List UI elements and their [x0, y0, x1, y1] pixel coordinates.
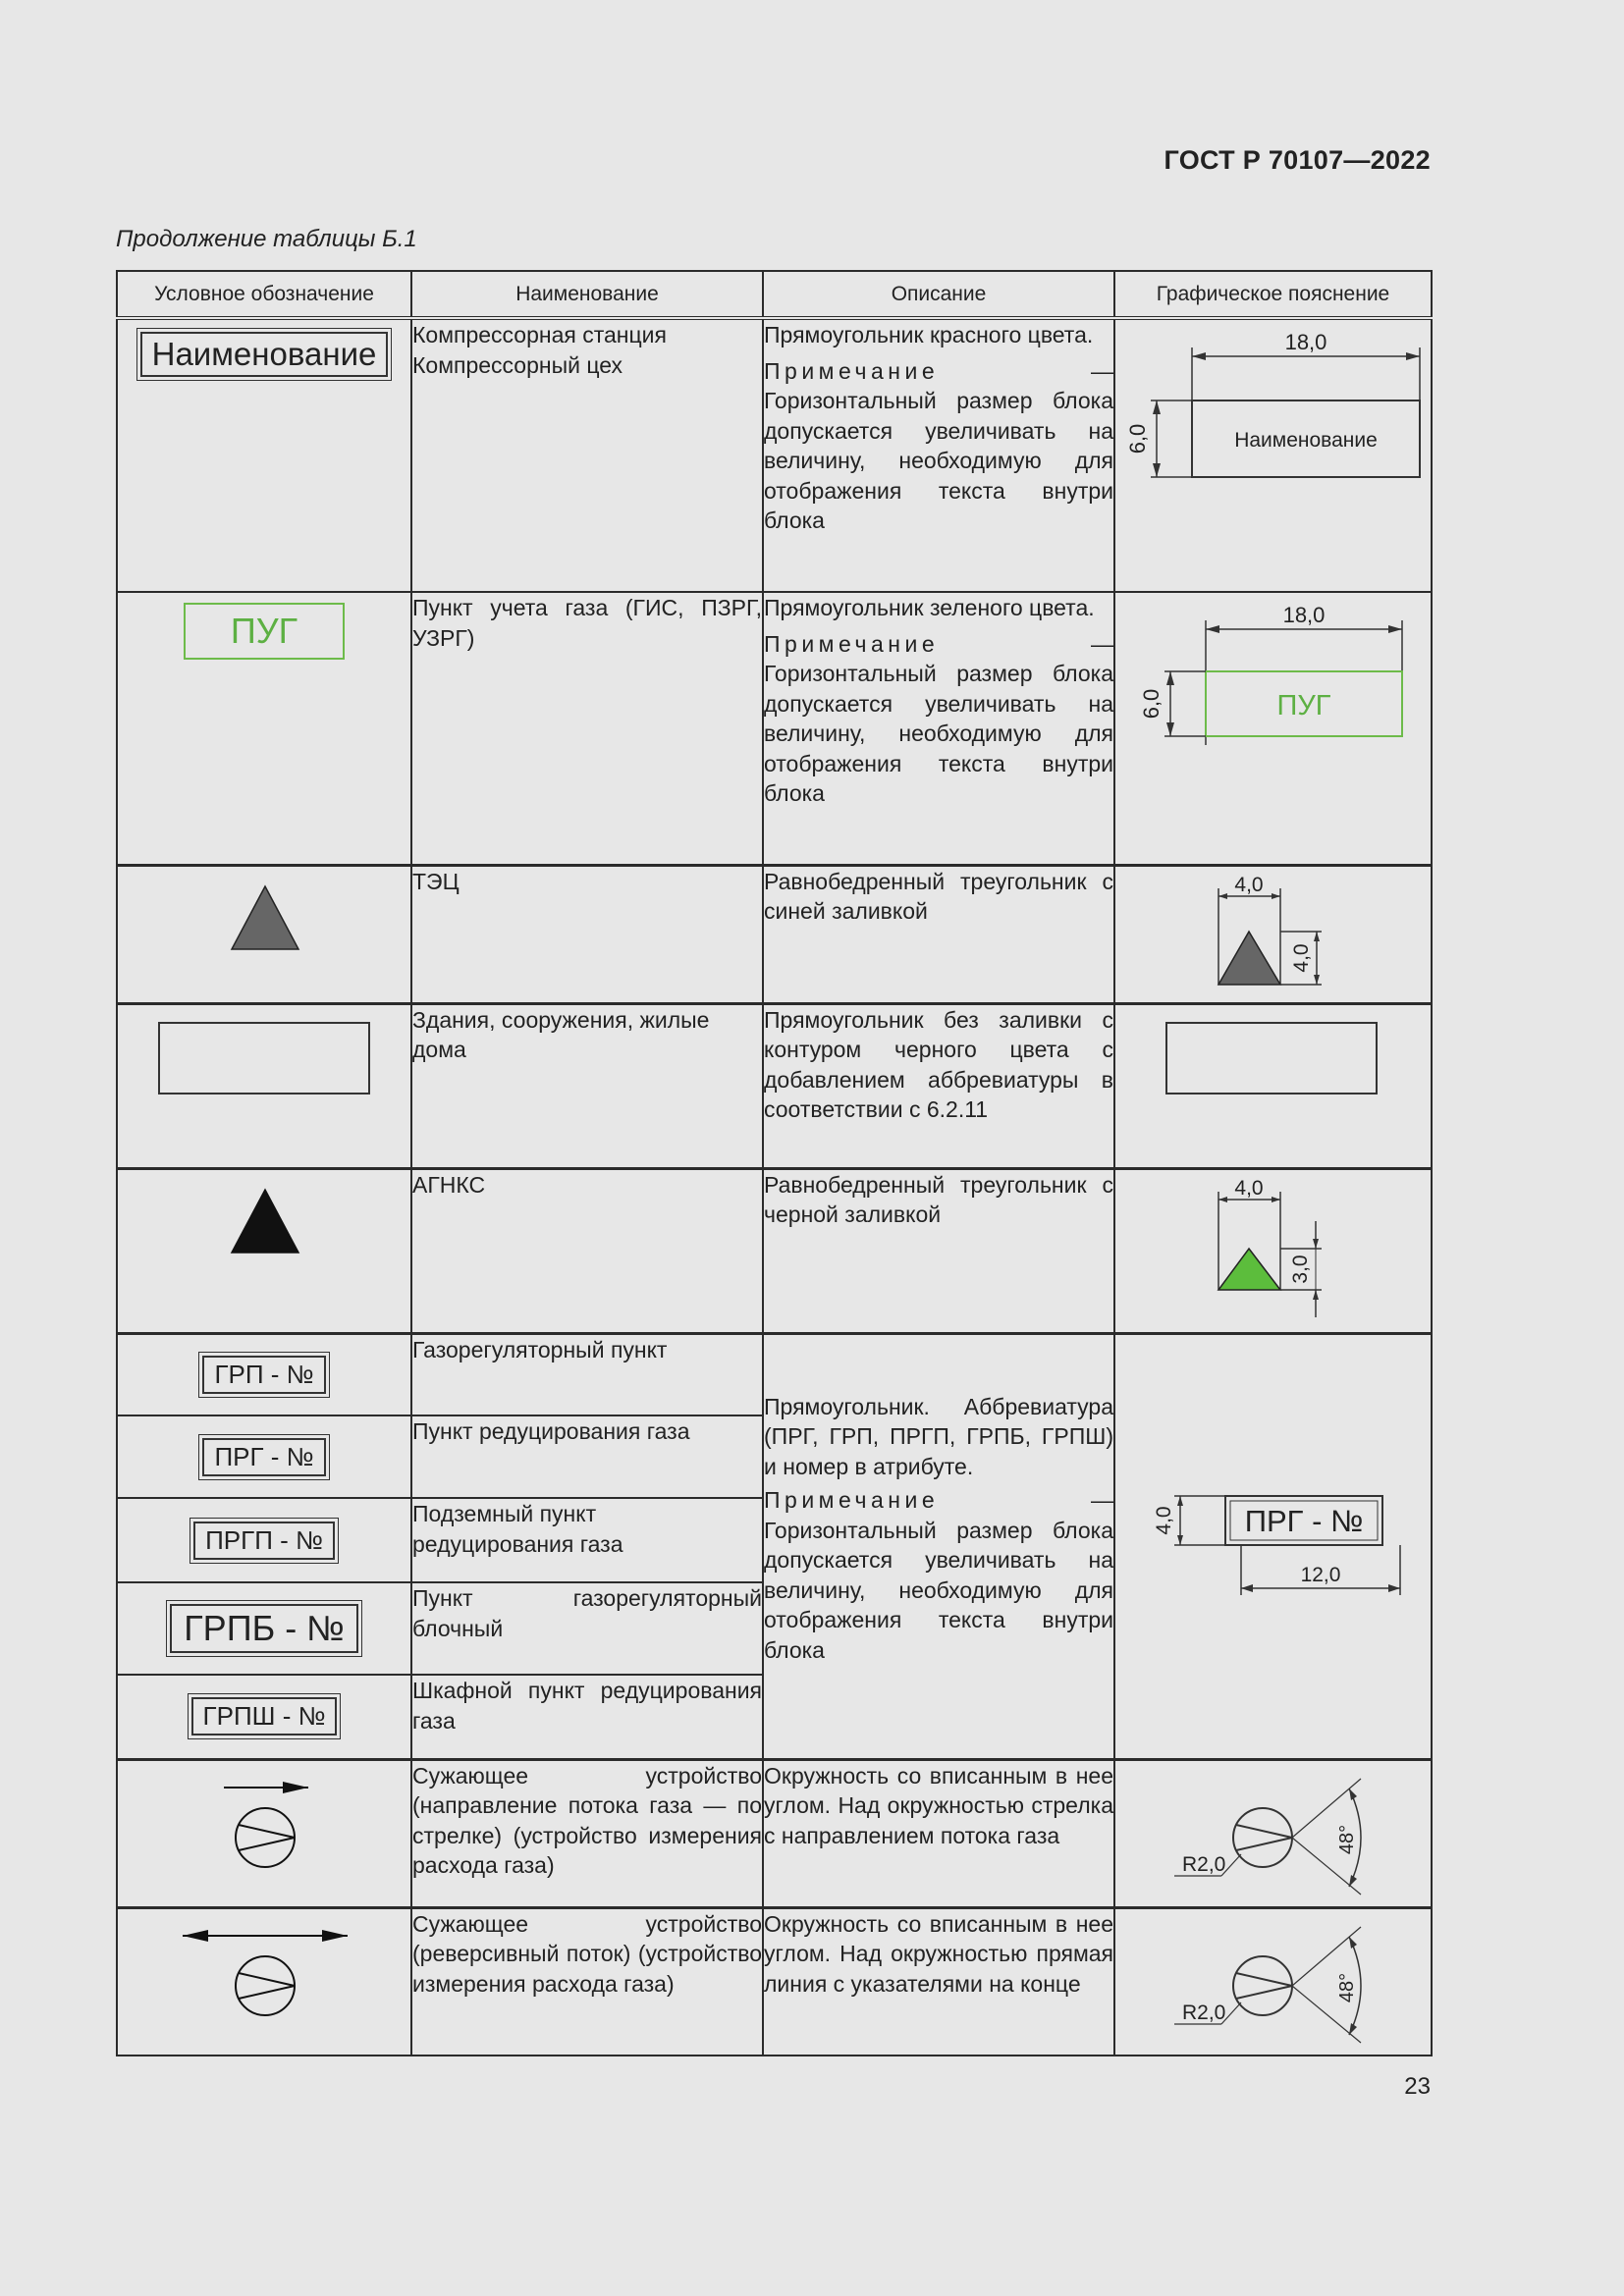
dim-height-label: 6,0 — [1125, 423, 1150, 454]
note-label: Примечание — [764, 1487, 940, 1513]
name-cell: Пункт редуцирования газа — [411, 1415, 763, 1498]
name-block-symbol: Наименование — [140, 332, 389, 377]
description-text: Прямоугольник красного цвета. — [764, 322, 1094, 347]
dim-height-label: 4,0 — [1153, 1506, 1175, 1535]
symbol-cell — [117, 1168, 411, 1333]
graphic-cell — [1114, 865, 1432, 1003]
dim-width-label: 4,0 — [1234, 873, 1264, 896]
note-label: Примечание — [764, 630, 940, 657]
name-cell: Газорегуляторный пункт — [411, 1333, 763, 1415]
flow-meter-arrow-symbol — [118, 1761, 412, 1906]
figure-text: Наименование — [1234, 429, 1378, 452]
col-header-graphic: Графическое пояснение — [1114, 271, 1432, 318]
reverse-flow-meter-symbol — [118, 1909, 412, 2055]
table-row — [117, 1003, 1432, 1168]
dimension-drawing — [1115, 593, 1430, 765]
graphic-cell — [1114, 1759, 1432, 1907]
symbol-cell — [117, 1907, 411, 2056]
dim-width-label: 12,0 — [1300, 1564, 1341, 1586]
table-header-row — [117, 271, 1432, 318]
graphic-cell — [1114, 1003, 1432, 1168]
grpb-symbol: ГРПБ - № — [170, 1604, 358, 1653]
symbol-cell — [117, 1415, 411, 1498]
symbol-cell — [117, 1003, 411, 1168]
dimension-drawing — [1115, 1482, 1430, 1610]
description-text: Прямоугольник. Аббревиатура (ПРГ, ГРП, ПРГП, ГРПБ, ГРПШ) и номер в атрибуте. — [764, 1393, 1113, 1479]
table-row — [117, 592, 1432, 865]
symbol-cell — [117, 318, 411, 592]
symbol-cell — [117, 592, 411, 865]
note-label: Примечание — [764, 357, 940, 384]
dim-height-label: 3,0 — [1289, 1254, 1312, 1284]
standard-header: ГОСТ Р 70107—2022 — [1164, 145, 1431, 175]
page-number: 23 — [1404, 2073, 1431, 2100]
table-row — [117, 1168, 1432, 1333]
dimension-drawing — [1115, 1909, 1430, 2055]
name-cell: Сужающее устройство (реверсивный поток) (устройство измерения расхода газа) — [411, 1907, 763, 2056]
pug-block-symbol: ПУГ — [184, 603, 345, 660]
figure-text: ПУГ — [1276, 690, 1331, 721]
table-row — [117, 1333, 1432, 1415]
table-row — [117, 318, 1432, 592]
note-text: — Горизонтальный размер блока допускается увеличивать на величину, необходимую для отображения текста внутри блока — [764, 1487, 1113, 1663]
symbols-table — [116, 270, 1433, 2056]
symbol-cell — [117, 1675, 411, 1759]
table-row — [117, 1759, 1432, 1907]
description-cell: Окружность со вписанным в нее углом. Над окружностью прямая линия с указателями на конце — [763, 1907, 1114, 2056]
symbol-cell — [117, 1333, 411, 1415]
description-cell — [763, 1333, 1114, 1759]
table-caption: Продолжение таблицы Б.1 — [116, 226, 417, 252]
graphic-cell — [1114, 592, 1432, 865]
graphic-cell — [1114, 318, 1432, 592]
symbol-cell — [117, 865, 411, 1003]
description-cell: Прямоугольник без заливки с контуром черного цвета с добавлением аббревиатуры в соответствии с 6.2.11 — [763, 1003, 1114, 1168]
description-cell: Окружность со вписанным в нее углом. Над окружностью стрелка с направлением потока газа — [763, 1759, 1114, 1907]
angle-label: 48° — [1336, 1972, 1358, 2002]
radius-label: R2,0 — [1182, 1852, 1226, 1876]
dim-height-label: 4,0 — [1290, 942, 1313, 973]
graphic-cell — [1114, 1333, 1432, 1759]
gray-triangle-symbol — [118, 867, 412, 965]
name-cell: Сужающее устройство (направление потока газа — по стрелке) (устройство измерения расхода газа) — [411, 1759, 763, 1907]
empty-rectangle-figure — [1115, 1005, 1430, 1103]
symbol-cell — [117, 1498, 411, 1582]
table-row — [117, 1907, 1432, 2056]
name-cell: Пункт учета газа (ГИС, ПЗРГ, УЗРГ) — [411, 592, 763, 865]
symbol-cell — [117, 1759, 411, 1907]
angle-label: 48° — [1336, 1824, 1358, 1854]
prgp-symbol: ПРГП - № — [193, 1522, 335, 1560]
description-cell: Равнобедренный треугольник с черной заливкой — [763, 1168, 1114, 1333]
graphic-cell — [1114, 1168, 1432, 1333]
radius-label: R2,0 — [1182, 2001, 1226, 2024]
dim-width-label: 18,0 — [1282, 603, 1326, 627]
name-cell: Пункт газорегуляторный блочный — [411, 1582, 763, 1675]
graphic-cell — [1114, 1907, 1432, 2056]
description-cell — [763, 318, 1114, 592]
name-cell: ТЭЦ — [411, 865, 763, 1003]
table-row — [117, 865, 1432, 1003]
name-cell: Шкафной пункт редуцирования газа — [411, 1675, 763, 1759]
dim-height-label: 6,0 — [1139, 688, 1164, 720]
dimension-drawing — [1115, 1761, 1430, 1906]
description-text: Прямоугольник зеленого цвета. — [764, 595, 1095, 620]
description-cell: Равнобедренный треугольник с синей заливкой — [763, 865, 1114, 1003]
description-cell — [763, 592, 1114, 865]
note-text: — Горизонтальный размер блока допускается увеличивать на величину, необходимую для отображения текста внутри блока — [764, 630, 1113, 806]
symbol-cell — [117, 1582, 411, 1675]
empty-rectangle-symbol — [118, 1005, 412, 1103]
name-cell: Подземный пункт редуцирования газа — [411, 1498, 763, 1582]
col-header-description: Описание — [763, 271, 1114, 318]
grpsh-symbol: ГРПШ - № — [191, 1697, 338, 1735]
name-cell: Здания, сооружения, жилые дома — [411, 1003, 763, 1168]
dimension-drawing — [1115, 1170, 1430, 1327]
name-cell: АГНКС — [411, 1168, 763, 1333]
dim-width-label: 4,0 — [1234, 1176, 1264, 1200]
dimension-drawing — [1115, 320, 1430, 492]
name-cell: Компрессорная станция Компрессорный цех — [411, 318, 763, 592]
note-text: — Горизонтальный размер блока допускается увеличивать на величину, необходимую для отображения текста внутри блока — [764, 357, 1113, 533]
figure-text: ПРГ - № — [1244, 1504, 1364, 1538]
black-triangle-symbol — [118, 1170, 412, 1268]
dim-width-label: 18,0 — [1284, 330, 1327, 354]
col-header-name: Наименование — [411, 271, 763, 318]
grp-symbol: ГРП - № — [202, 1356, 325, 1394]
prg-symbol: ПРГ - № — [202, 1438, 325, 1476]
dimension-drawing — [1115, 867, 1430, 1002]
col-header-symbol: Условное обозначение — [117, 271, 411, 318]
